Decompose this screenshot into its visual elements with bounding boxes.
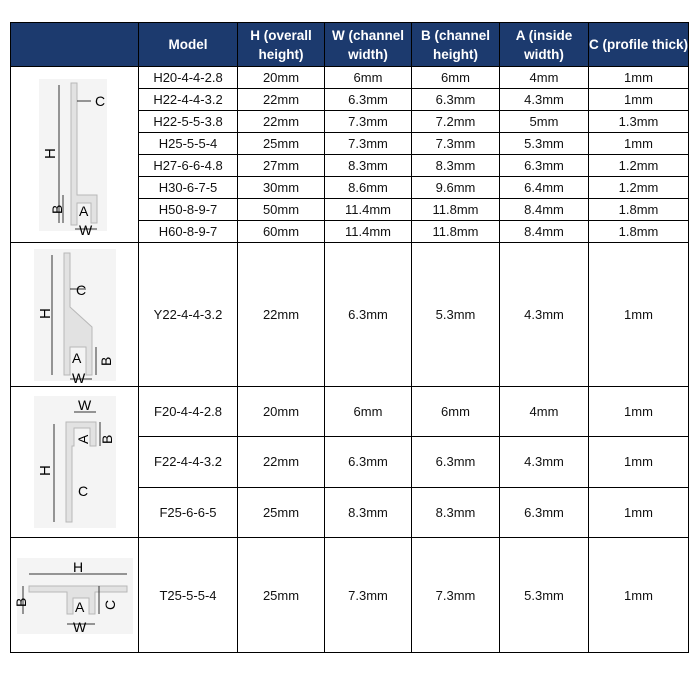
- cell-h: 50mm: [238, 199, 325, 221]
- cell-b: 5.3mm: [412, 243, 500, 387]
- cell-h: 30mm: [238, 177, 325, 199]
- label-c: C: [94, 92, 105, 109]
- cell-w: 8.3mm: [325, 155, 412, 177]
- cell-c: 1.2mm: [589, 177, 689, 199]
- cell-b: 6mm: [412, 67, 500, 89]
- header-model: Model: [139, 23, 238, 67]
- label-b: B: [48, 204, 65, 214]
- cell-w: 6mm: [325, 387, 412, 437]
- cell-model: H50-8-9-7: [139, 199, 238, 221]
- cell-c: 1mm: [589, 89, 689, 111]
- label-c: C: [77, 483, 88, 499]
- label-h: H: [72, 559, 83, 575]
- cell-h: 22mm: [238, 437, 325, 487]
- cell-a: 5.3mm: [500, 133, 589, 155]
- header-h: H (overall height): [238, 23, 325, 67]
- cell-h: 22mm: [238, 243, 325, 387]
- label-h: H: [36, 307, 54, 319]
- table-row: [11, 538, 689, 653]
- cell-model: T25-5-5-4: [139, 538, 238, 653]
- cell-model: H30-6-7-5: [139, 177, 238, 199]
- label-a: A: [74, 434, 91, 444]
- cell-w: 8.3mm: [325, 487, 412, 537]
- cell-b: 8.3mm: [412, 155, 500, 177]
- cell-model: Y22-4-4-3.2: [139, 243, 238, 387]
- cell-c: 1.2mm: [589, 155, 689, 177]
- cell-c: 1.8mm: [589, 221, 689, 243]
- cell-c: 1mm: [589, 67, 689, 89]
- cell-a: 8.4mm: [500, 199, 589, 221]
- cell-b: 6mm: [412, 387, 500, 437]
- label-a: A: [71, 349, 81, 366]
- cell-model: H27-6-6-4.8: [139, 155, 238, 177]
- cell-a: 8.4mm: [500, 221, 589, 243]
- cell-a: 4.3mm: [500, 89, 589, 111]
- table-row: [11, 243, 689, 387]
- label-w: W: [72, 619, 86, 635]
- label-b: B: [98, 434, 115, 444]
- header-c: C (profile thick): [589, 23, 689, 67]
- cell-h: 22mm: [238, 89, 325, 111]
- label-c: C: [75, 281, 86, 298]
- header-row: [11, 23, 689, 67]
- cell-h: 27mm: [238, 155, 325, 177]
- cell-w: 7.3mm: [325, 111, 412, 133]
- cell-c: 1mm: [589, 243, 689, 387]
- cell-c: 1mm: [589, 538, 689, 653]
- cell-c: 1mm: [589, 487, 689, 537]
- cell-c: 1.8mm: [589, 199, 689, 221]
- header-b: B (channel height): [412, 23, 500, 67]
- cell-model: F22-4-4-3.2: [139, 437, 238, 487]
- cell-model: H60-8-9-7: [139, 221, 238, 243]
- cell-b: 11.8mm: [412, 199, 500, 221]
- cell-w: 6.3mm: [325, 89, 412, 111]
- cell-b: 8.3mm: [412, 487, 500, 537]
- cell-a: 6.3mm: [500, 487, 589, 537]
- cell-a: 4mm: [500, 67, 589, 89]
- cell-b: 6.3mm: [412, 437, 500, 487]
- table-row: [11, 387, 689, 437]
- cell-model: H22-5-5-3.8: [139, 111, 238, 133]
- cell-h: 20mm: [238, 67, 325, 89]
- header-w: W (channel width): [325, 23, 412, 67]
- cell-b: 11.8mm: [412, 221, 500, 243]
- cell-c: 1mm: [589, 387, 689, 437]
- cell-w: 6mm: [325, 67, 412, 89]
- label-h: H: [41, 147, 59, 159]
- cell-b: 7.2mm: [412, 111, 500, 133]
- cell-b: 7.3mm: [412, 538, 500, 653]
- cell-w: 11.4mm: [325, 221, 412, 243]
- cell-w: 11.4mm: [325, 199, 412, 221]
- t-profile-diagram: [11, 538, 139, 653]
- cell-b: 6.3mm: [412, 89, 500, 111]
- cell-c: 1.3mm: [589, 111, 689, 133]
- header-a: A (inside width): [500, 23, 589, 67]
- cell-w: 7.3mm: [325, 133, 412, 155]
- label-b: B: [12, 597, 29, 607]
- cell-b: 7.3mm: [412, 133, 500, 155]
- label-b: B: [97, 356, 114, 366]
- header-diagram: [11, 23, 139, 67]
- label-a: A: [74, 599, 84, 615]
- cell-c: 1mm: [589, 133, 689, 155]
- label-w: W: [71, 369, 85, 386]
- cell-a: 6.3mm: [500, 155, 589, 177]
- cell-h: 25mm: [238, 487, 325, 537]
- cell-h: 25mm: [238, 133, 325, 155]
- cell-h: 22mm: [238, 111, 325, 133]
- cell-w: 7.3mm: [325, 538, 412, 653]
- cell-b: 9.6mm: [412, 177, 500, 199]
- h-profile-diagram: [11, 67, 139, 243]
- cell-h: 20mm: [238, 387, 325, 437]
- label-w: W: [78, 221, 92, 238]
- label-a: A: [78, 202, 88, 219]
- cell-w: 8.6mm: [325, 177, 412, 199]
- cell-w: 6.3mm: [325, 243, 412, 387]
- y-profile-diagram: [11, 243, 139, 387]
- cell-model: H20-4-4-2.8: [139, 67, 238, 89]
- label-c: C: [101, 599, 118, 610]
- cell-a: 4mm: [500, 387, 589, 437]
- label-w: W: [77, 397, 91, 413]
- cell-model: H25-5-5-4: [139, 133, 238, 155]
- cell-c: 1mm: [589, 437, 689, 487]
- cell-h: 25mm: [238, 538, 325, 653]
- cell-a: 5mm: [500, 111, 589, 133]
- cell-a: 5.3mm: [500, 538, 589, 653]
- cell-a: 4.3mm: [500, 437, 589, 487]
- cell-w: 6.3mm: [325, 437, 412, 487]
- cell-a: 6.4mm: [500, 177, 589, 199]
- label-h: H: [36, 465, 54, 476]
- cell-model: F20-4-4-2.8: [139, 387, 238, 437]
- cell-model: F25-6-6-5: [139, 487, 238, 537]
- f-profile-diagram: [11, 387, 139, 538]
- cell-h: 60mm: [238, 221, 325, 243]
- cell-a: 4.3mm: [500, 243, 589, 387]
- table-row: [11, 67, 689, 89]
- spec-table: [10, 22, 689, 653]
- cell-model: H22-4-4-3.2: [139, 89, 238, 111]
